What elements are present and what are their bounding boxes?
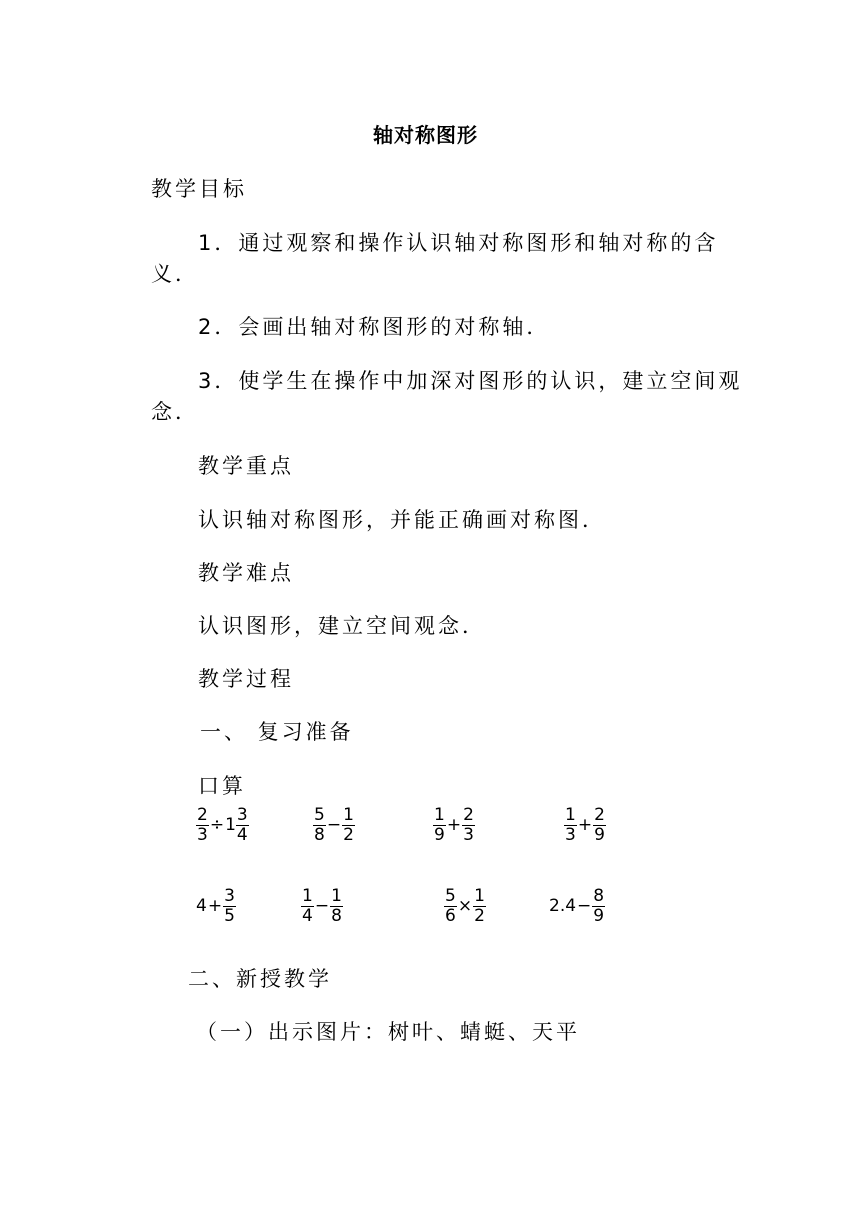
fraction bbox=[236, 806, 249, 845]
difficulty-heading: 教学难点 bbox=[198, 561, 294, 585]
operator: − bbox=[314, 896, 330, 916]
exercise-8 bbox=[549, 885, 605, 927]
denominator: 2 bbox=[474, 905, 485, 926]
operator: ÷ bbox=[209, 815, 225, 835]
numerator: 1 bbox=[565, 804, 576, 825]
goal-1-line-1: 1．通过观察和操作认识轴对称图形和轴对称的含 bbox=[198, 231, 719, 255]
numerator: 1 bbox=[434, 804, 445, 825]
fraction bbox=[313, 806, 326, 845]
denominator: 3 bbox=[463, 824, 474, 845]
section-2-heading: 二、新授教学 bbox=[188, 967, 332, 991]
fraction bbox=[593, 806, 606, 845]
denominator: 4 bbox=[302, 905, 313, 926]
whole-number: 1 bbox=[225, 815, 236, 835]
fraction bbox=[196, 806, 209, 845]
fraction bbox=[433, 806, 446, 845]
operator: × bbox=[457, 896, 473, 916]
exercise-4 bbox=[564, 804, 606, 846]
denominator: 3 bbox=[197, 824, 208, 845]
operator: + bbox=[207, 896, 223, 916]
key-points-heading: 教学重点 bbox=[198, 454, 294, 478]
numerator: 3 bbox=[236, 804, 248, 825]
numerator: 1 bbox=[474, 885, 485, 906]
oral-calculation-heading: 口算 bbox=[198, 774, 246, 798]
fraction bbox=[462, 806, 475, 845]
difficulty-text: 认识图形，建立空间观念． bbox=[198, 614, 486, 638]
numerator: 2 bbox=[197, 804, 208, 825]
denominator: 4 bbox=[236, 824, 248, 845]
denominator: 5 bbox=[224, 905, 235, 926]
denominator: 9 bbox=[434, 824, 445, 845]
denominator: 8 bbox=[314, 824, 325, 845]
exercise-1 bbox=[196, 804, 249, 846]
goals-heading: 教学目标 bbox=[151, 177, 247, 201]
fraction bbox=[564, 806, 577, 845]
exercise-5 bbox=[196, 885, 236, 927]
exercise-2 bbox=[313, 804, 355, 846]
fraction bbox=[301, 887, 314, 926]
fraction bbox=[444, 887, 457, 926]
goal-2: 2．会画出轴对称图形的对称轴． bbox=[198, 315, 551, 339]
denominator: 8 bbox=[331, 905, 342, 926]
numerator: 8 bbox=[593, 885, 605, 906]
document-title: 轴对称图形 bbox=[373, 123, 478, 147]
numerator: 2 bbox=[463, 804, 474, 825]
operator: + bbox=[577, 815, 593, 835]
operator: + bbox=[446, 815, 462, 835]
denominator: 2 bbox=[343, 824, 354, 845]
subsection-1-heading: （一）出示图片：树叶、蜻蜓、天平 bbox=[196, 1020, 580, 1044]
process-heading: 教学过程 bbox=[198, 667, 294, 691]
denominator: 9 bbox=[593, 905, 605, 926]
fraction bbox=[592, 887, 605, 926]
numerator: 1 bbox=[331, 885, 342, 906]
fraction bbox=[330, 887, 343, 926]
key-points-text: 认识轴对称图形，并能正确画对称图． bbox=[198, 508, 606, 532]
denominator: 6 bbox=[445, 905, 456, 926]
goal-1-line-2: 义． bbox=[151, 262, 199, 286]
numerator: 2 bbox=[594, 804, 605, 825]
fraction bbox=[342, 806, 355, 845]
numerator: 5 bbox=[445, 885, 456, 906]
whole-number: 2.4 bbox=[549, 896, 577, 916]
numerator: 5 bbox=[314, 804, 325, 825]
fraction bbox=[223, 887, 236, 926]
goal-3-line-1: 3．使学生在操作中加深对图形的认识，建立空间观 bbox=[198, 369, 743, 393]
whole-number: 4 bbox=[196, 896, 207, 916]
fraction bbox=[473, 887, 486, 926]
operator: − bbox=[326, 815, 342, 835]
numerator: 1 bbox=[343, 804, 354, 825]
section-1-heading: 一、 复习准备 bbox=[200, 720, 354, 744]
exercise-3 bbox=[433, 804, 475, 846]
numerator: 3 bbox=[224, 885, 235, 906]
operator: − bbox=[577, 896, 592, 916]
numerator: 1 bbox=[302, 885, 313, 906]
exercise-7 bbox=[444, 885, 486, 927]
exercise-6 bbox=[301, 885, 343, 927]
denominator: 3 bbox=[565, 824, 576, 845]
goal-3-line-2: 念． bbox=[151, 400, 199, 424]
denominator: 9 bbox=[594, 824, 605, 845]
